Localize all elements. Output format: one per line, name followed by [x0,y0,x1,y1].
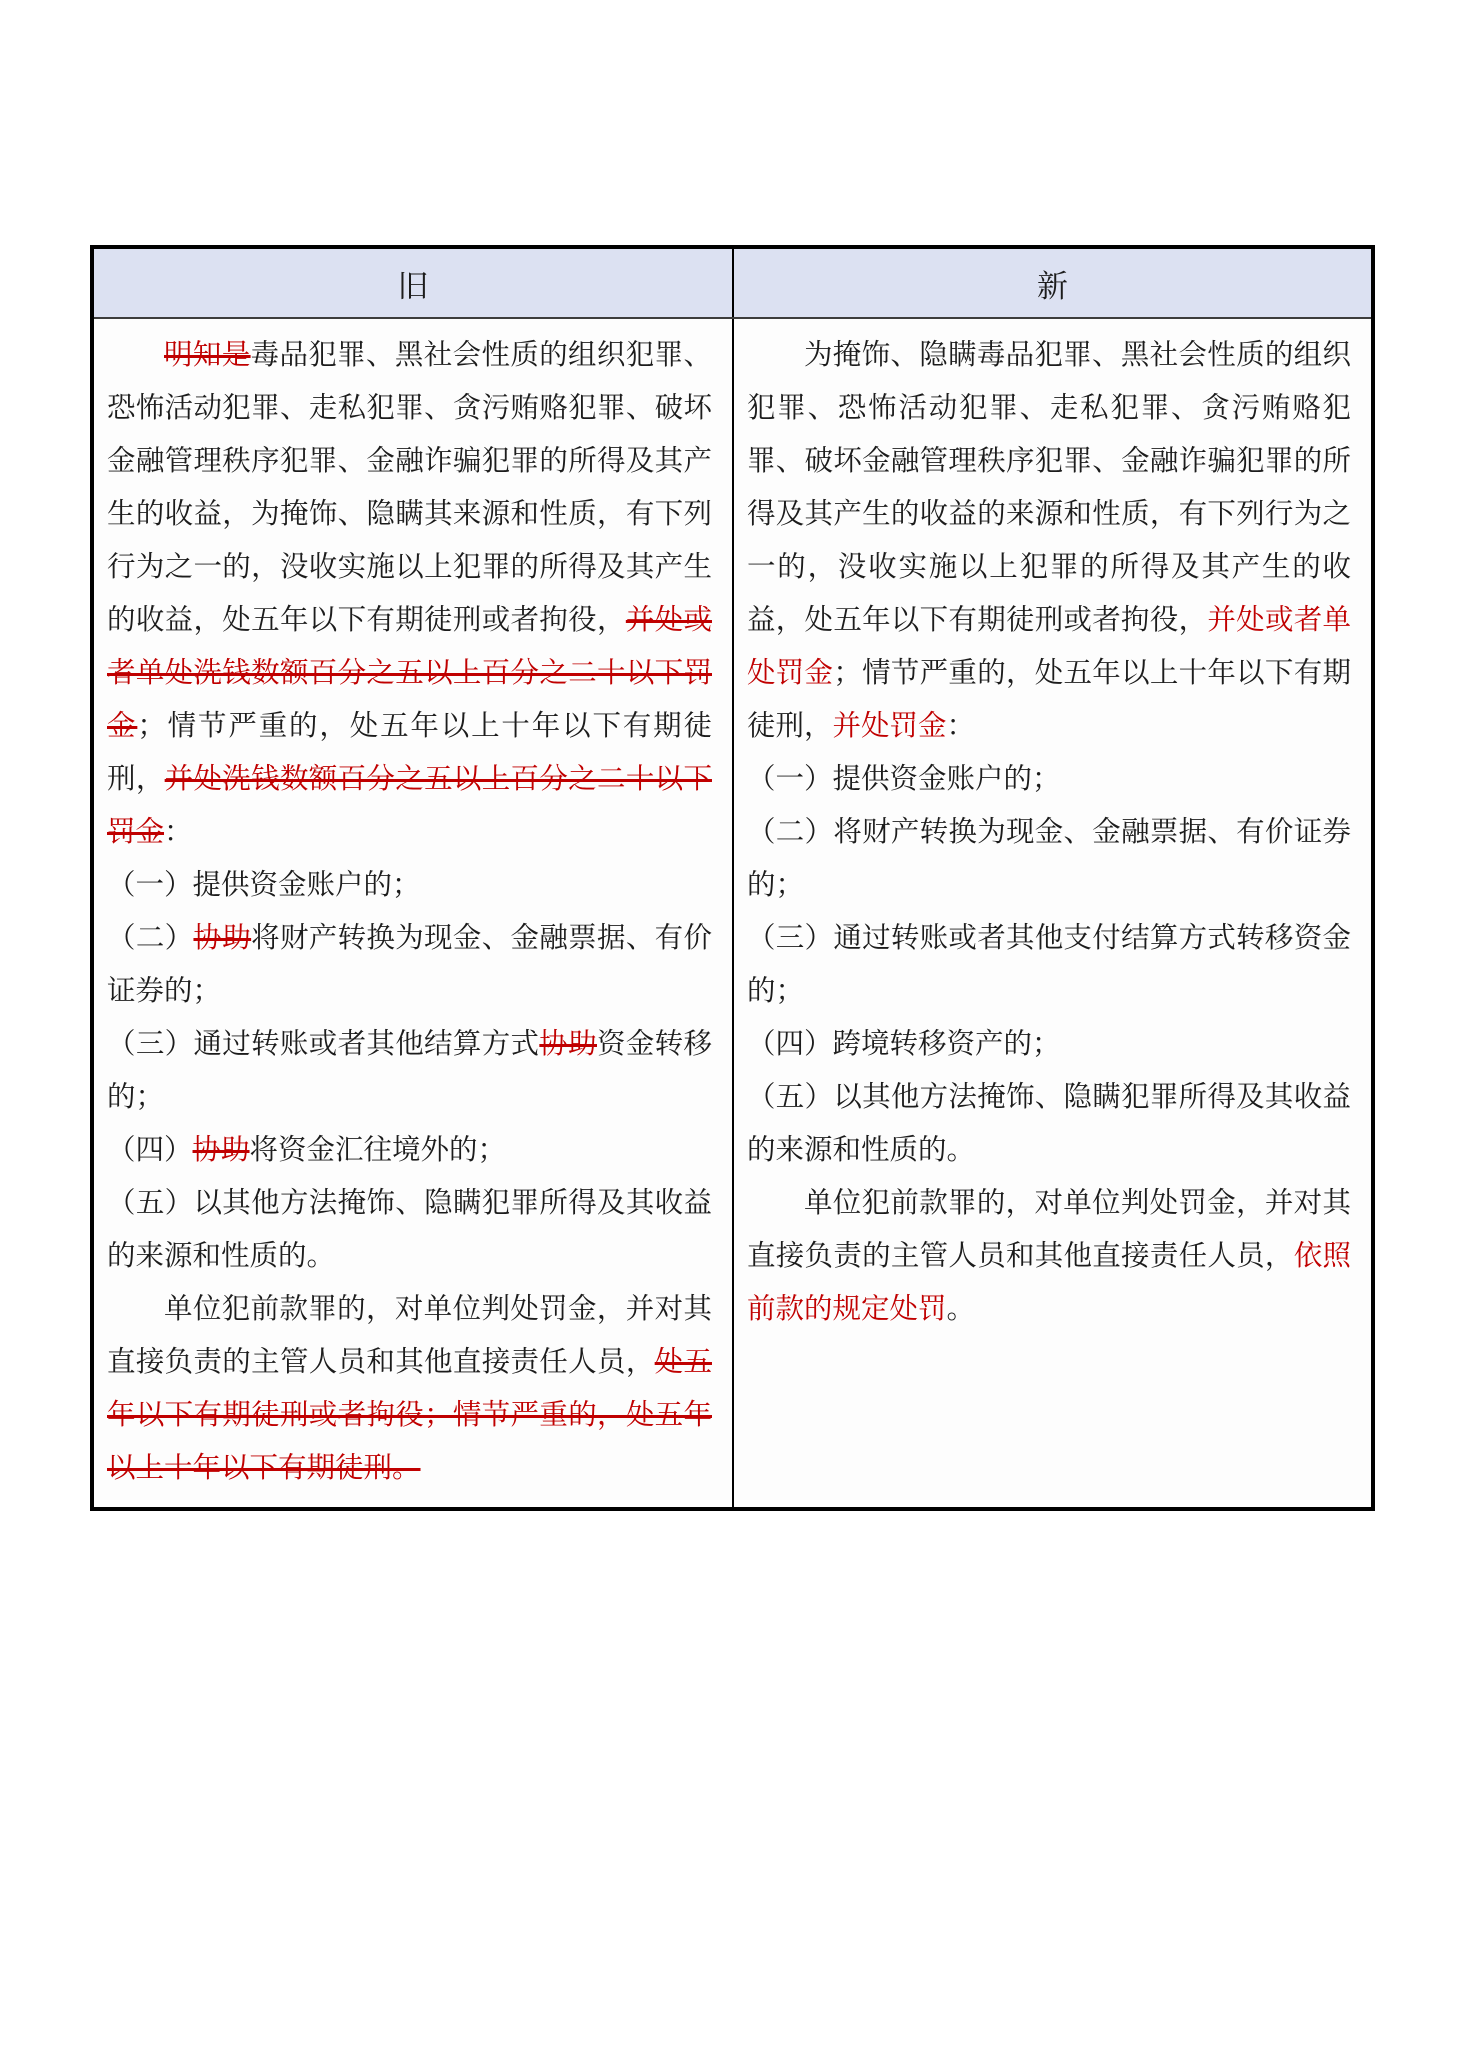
deleted-text: 处五年以下有期徒刑或者拘役；情节严重的，处五年以上十年以下有期徒刑。 [107,1347,712,1484]
text-run: （三）通过转账或者其他结算方式 [107,1029,540,1060]
text-run: （二） [107,923,194,954]
paragraph [747,329,1351,753]
new-column-header: 新 [1037,268,1068,304]
paragraph [747,806,1351,912]
deleted-text: 并处洗钱数额百分之五以上百分之二十以下罚金 [107,764,712,848]
paragraph [747,1177,1351,1336]
text-run: ；情节严重的，处五年以上十年以下有期徒刑， [107,711,712,795]
text-run: 。 [946,1294,976,1325]
paragraph [107,1283,712,1495]
old-version-cell [94,319,734,1507]
text-run: 单位犯前款罪的，对单位判处罚金，并对其直接负责的主管人员和其他直接责任人员， [747,1188,1351,1272]
paragraph [107,329,712,859]
paragraph [107,1018,712,1124]
paragraph [107,1124,712,1177]
text-run: 资金转移的； [107,1029,712,1113]
added-text: 并处或者单处罚金 [747,605,1351,689]
comparison-table [90,245,1375,1511]
added-text: 依照前款的规定处罚 [747,1241,1351,1325]
paragraph [107,859,712,912]
text-run: （一）提供资金账户的； [107,870,421,901]
text-run: （三）通过转账或者其他支付结算方式转移资金的； [747,923,1351,1007]
paragraph [107,912,712,1018]
paragraph [107,1177,712,1283]
table-body-row [94,319,1371,1507]
text-run: （五）以其他方法掩饰、隐瞒犯罪所得及其收益的来源和性质的。 [107,1188,712,1272]
text-run: 将资金汇往境外的； [249,1135,507,1166]
paragraph [747,1071,1351,1177]
text-run: 毒品犯罪、黑社会性质的组织犯罪、恐怖活动犯罪、走私犯罪、贪污贿赂犯罪、破坏金融管理秩序犯罪、金融诈骗犯罪的所得及其产生的收益，为掩饰、隐瞒其来源和性质，有下列行为之一的，没收实施以上犯罪的所得及其产生的收益，处五年以下有期徒刑或者拘役， [107,340,712,636]
text-run: 单位犯前款罪的，对单位判处罚金，并对其直接负责的主管人员和其他直接责任人员， [107,1294,712,1378]
text-run: ： [946,711,976,742]
text-run: 将财产转换为现金、金融票据、有价证券的； [107,923,712,1007]
deleted-text: 协助 [539,1029,597,1060]
deleted-text: 协助 [193,923,252,954]
paragraph [747,1018,1351,1071]
paragraph [747,753,1351,806]
text-run: ；情节严重的，处五年以上十年以下有期徒刑， [747,658,1351,742]
added-text: 并处罚金 [832,711,947,742]
text-run: （五）以其他方法掩饰、隐瞒犯罪所得及其收益的来源和性质的。 [747,1082,1351,1166]
text-run: （二）将财产转换为现金、金融票据、有价证券的； [747,817,1351,901]
paragraph [747,912,1351,1018]
old-column-header: 旧 [94,249,734,317]
text-run: （四）跨境转移资产的； [747,1029,1061,1060]
text-run: （一）提供资金账户的； [747,764,1061,795]
text-run: 为掩饰、隐瞒毒品犯罪、黑社会性质的组织犯罪、恐怖活动犯罪、走私犯罪、贪污贿赂犯罪、破坏金融管理秩序犯罪、金融诈骗犯罪的所得及其产生的收益的来源和性质，有下列行为之一的，没收实施以上犯罪的所得及其产生的收益，处五年以下有期徒刑或者拘役， [747,340,1351,636]
new-version-cell [734,319,1371,1507]
table-header-row [94,249,1371,319]
deleted-text: 协助 [192,1135,250,1166]
text-run: ： [164,817,193,848]
deleted-text: 并处或者单处洗钱数额百分之五以上百分之二十以下罚金 [107,605,712,742]
deleted-text: 明知是 [164,340,251,371]
text-run: （四） [107,1135,193,1166]
